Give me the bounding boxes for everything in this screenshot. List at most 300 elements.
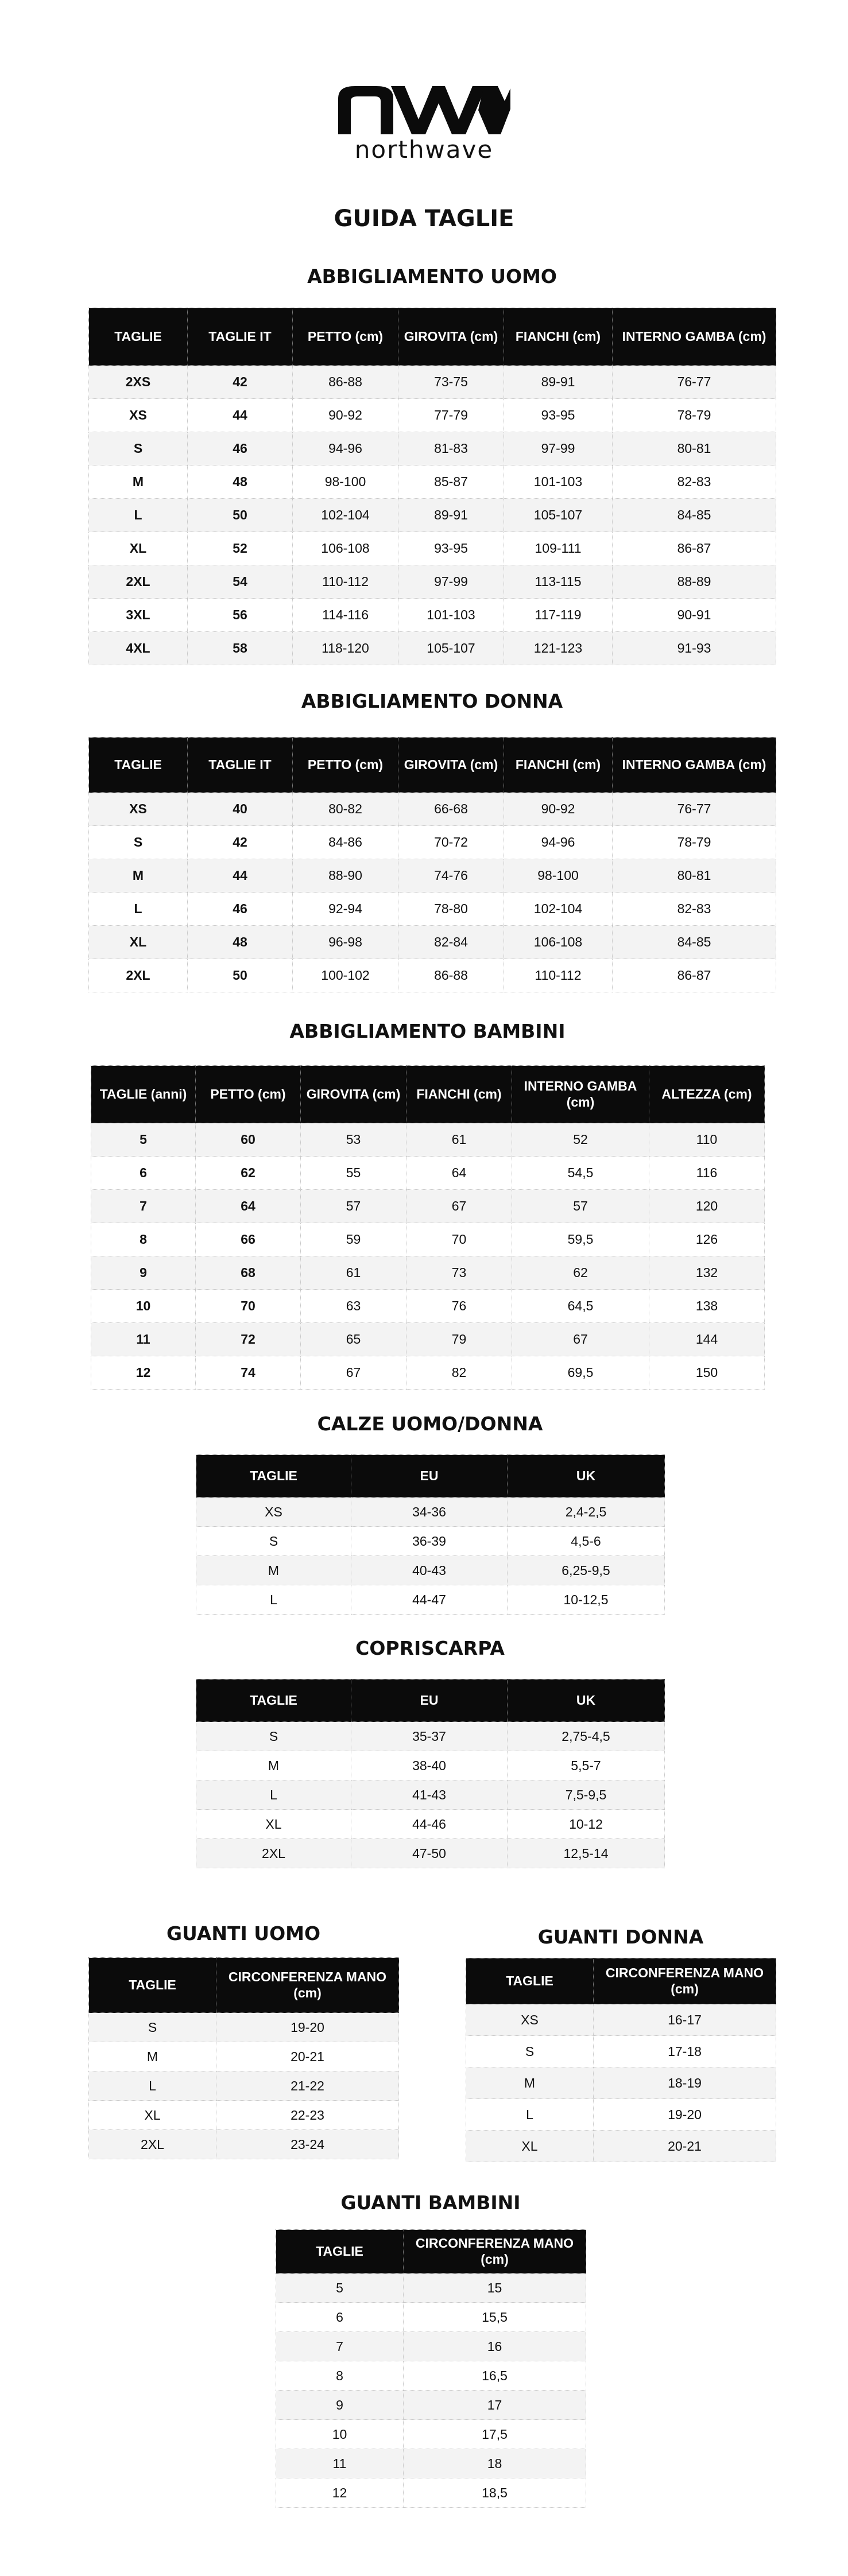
table-row: [89, 893, 776, 926]
column-header: PETTO (cm): [196, 1066, 301, 1123]
table-cell: M: [196, 1751, 351, 1780]
shoecovers-title: COPRISCARPA: [355, 1637, 505, 1659]
table-cell: 79: [406, 1323, 512, 1356]
table-cell: 144: [649, 1323, 765, 1356]
table-cell: XS: [196, 1498, 351, 1527]
table-cell: 10-12: [508, 1810, 665, 1839]
table-cell: 105-107: [398, 632, 504, 665]
table-cell: XL: [89, 2101, 216, 2130]
table-cell: 80-82: [293, 793, 398, 826]
table-cell: 70-72: [398, 826, 504, 859]
table-cell: 70: [196, 1290, 301, 1323]
table-row: [466, 2099, 776, 2131]
column-header: PETTO (cm): [293, 308, 398, 366]
table-row: [466, 2004, 776, 2036]
table-cell: 81-83: [398, 432, 504, 465]
column-header: TAGLIE: [89, 738, 188, 793]
table-row: [196, 1780, 665, 1810]
column-header: CIRCONFERENZA MANO (cm): [594, 1958, 776, 2004]
table-cell: 117-119: [504, 599, 613, 632]
page-title: GUIDA TAGLIE: [334, 205, 514, 232]
table-cell: 54,5: [512, 1157, 649, 1190]
table-row: [89, 432, 776, 465]
table-cell: 82-83: [613, 893, 776, 926]
table-row: [466, 2067, 776, 2099]
table-cell: 52: [512, 1123, 649, 1157]
women-clothing-title: ABBIGLIAMENTO DONNA: [301, 690, 563, 712]
table-cell: 2XS: [89, 366, 188, 399]
table-cell: 109-111: [504, 532, 613, 565]
table-row: [91, 1290, 765, 1323]
table-cell: 10: [276, 2420, 404, 2449]
table-cell: 2XL: [89, 565, 188, 599]
table-cell: 40-43: [351, 1556, 508, 1585]
table-row: [466, 2131, 776, 2162]
table-cell: 73: [406, 1256, 512, 1290]
table-cell: 10-12,5: [508, 1585, 665, 1615]
table-row: [89, 959, 776, 992]
table-cell: 102-104: [504, 893, 613, 926]
table-row: [196, 1498, 665, 1527]
table-cell: 76-77: [613, 366, 776, 399]
table-cell: 93-95: [398, 532, 504, 565]
table-cell: 19-20: [216, 2013, 399, 2042]
table-cell: 90-92: [504, 793, 613, 826]
table-cell: 121-123: [504, 632, 613, 665]
table-row: [276, 2478, 586, 2508]
table-row: [91, 1356, 765, 1390]
table-cell: 62: [196, 1157, 301, 1190]
table-cell: 80-81: [613, 859, 776, 893]
table-cell: 7,5-9,5: [508, 1780, 665, 1810]
men-clothing-title: ABBIGLIAMENTO UOMO: [307, 265, 557, 288]
table-cell: XL: [89, 532, 188, 565]
table-cell: S: [196, 1527, 351, 1556]
table-cell: 90-91: [613, 599, 776, 632]
table-cell: XL: [89, 926, 188, 959]
column-header: TAGLIE: [466, 1958, 594, 2004]
column-header: INTERNO GAMBA (cm): [613, 308, 776, 366]
table-cell: 116: [649, 1157, 765, 1190]
table-cell: 68: [196, 1256, 301, 1290]
column-header: FIANCHI (cm): [504, 738, 613, 793]
column-header: EU: [351, 1679, 508, 1722]
table-cell: 41-43: [351, 1780, 508, 1810]
table-cell: L: [89, 499, 188, 532]
table-cell: 92-94: [293, 893, 398, 926]
table-cell: S: [466, 2036, 594, 2067]
table-row: [276, 2274, 586, 2303]
column-header: TAGLIE IT: [188, 308, 293, 366]
table-cell: 57: [301, 1190, 406, 1223]
table-cell: S: [89, 2013, 216, 2042]
table-cell: 5: [276, 2274, 404, 2303]
table-row: [276, 2391, 586, 2420]
table-cell: 50: [188, 959, 293, 992]
table-cell: 16,5: [404, 2361, 586, 2391]
table-cell: 110: [649, 1123, 765, 1157]
table-cell: 12: [91, 1356, 196, 1390]
table-cell: 76: [406, 1290, 512, 1323]
table-cell: 53: [301, 1123, 406, 1157]
table-cell: 36-39: [351, 1527, 508, 1556]
gloves-men-title: GUANTI UOMO: [166, 1922, 321, 1945]
table-row: [89, 2042, 399, 2071]
table-cell: 64: [196, 1190, 301, 1223]
table-row: [91, 1123, 765, 1157]
table-cell: 100-102: [293, 959, 398, 992]
nw-logo-icon: [338, 86, 510, 134]
table-cell: 48: [188, 465, 293, 499]
table-row: [196, 1839, 665, 1868]
table-cell: 2XL: [196, 1839, 351, 1868]
table-cell: 12,5-14: [508, 1839, 665, 1868]
table-header-row: [276, 2230, 586, 2274]
gloves-kids-table: [276, 2229, 586, 2508]
table-cell: 61: [301, 1256, 406, 1290]
table-cell: XS: [89, 793, 188, 826]
table-cell: M: [466, 2067, 594, 2099]
table-cell: 4,5-6: [508, 1527, 665, 1556]
table-cell: L: [196, 1780, 351, 1810]
column-header: ALTEZZA (cm): [649, 1066, 765, 1123]
table-cell: 97-99: [398, 565, 504, 599]
table-cell: 97-99: [504, 432, 613, 465]
table-cell: 98-100: [504, 859, 613, 893]
table-cell: L: [89, 2071, 216, 2101]
table-header-row: [89, 308, 776, 366]
column-header: PETTO (cm): [293, 738, 398, 793]
table-cell: 16: [404, 2332, 586, 2361]
table-cell: S: [196, 1722, 351, 1751]
table-cell: 89-91: [398, 499, 504, 532]
table-cell: 42: [188, 366, 293, 399]
table-row: [196, 1556, 665, 1585]
table-cell: 23-24: [216, 2130, 399, 2159]
table-cell: 47-50: [351, 1839, 508, 1868]
table-cell: 2,75-4,5: [508, 1722, 665, 1751]
table-cell: 18: [404, 2449, 586, 2478]
table-cell: 17,5: [404, 2420, 586, 2449]
table-cell: 11: [276, 2449, 404, 2478]
table-row: [89, 399, 776, 432]
table-cell: 82: [406, 1356, 512, 1390]
table-row: [89, 793, 776, 826]
table-cell: 17: [404, 2391, 586, 2420]
women-clothing-table: [88, 737, 776, 992]
table-cell: 50: [188, 499, 293, 532]
table-row: [89, 2071, 399, 2101]
column-header: TAGLIE IT: [188, 738, 293, 793]
table-cell: 21-22: [216, 2071, 399, 2101]
table-cell: 10: [91, 1290, 196, 1323]
column-header: TAGLIE: [276, 2230, 404, 2274]
table-cell: 63: [301, 1290, 406, 1323]
table-row: [89, 632, 776, 665]
table-cell: 77-79: [398, 399, 504, 432]
table-row: [276, 2332, 586, 2361]
table-cell: XS: [466, 2004, 594, 2036]
table-cell: 15,5: [404, 2303, 586, 2332]
table-row: [196, 1585, 665, 1615]
table-cell: 85-87: [398, 465, 504, 499]
table-cell: S: [89, 826, 188, 859]
table-cell: 90-92: [293, 399, 398, 432]
column-header: GIROVITA (cm): [301, 1066, 406, 1123]
table-cell: 57: [512, 1190, 649, 1223]
column-header: UK: [508, 1679, 665, 1722]
table-cell: M: [89, 859, 188, 893]
table-cell: 11: [91, 1323, 196, 1356]
table-cell: XL: [196, 1810, 351, 1839]
column-header: TAGLIE: [89, 308, 188, 366]
table-cell: S: [89, 432, 188, 465]
table-row: [89, 926, 776, 959]
table-cell: 101-103: [398, 599, 504, 632]
table-cell: 126: [649, 1223, 765, 1256]
table-cell: 58: [188, 632, 293, 665]
table-cell: 34-36: [351, 1498, 508, 1527]
table-cell: 67: [512, 1323, 649, 1356]
table-cell: 44-46: [351, 1810, 508, 1839]
table-cell: 76-77: [613, 793, 776, 826]
kids-clothing-title: ABBIGLIAMENTO BAMBINI: [289, 1020, 566, 1042]
table-cell: 91-93: [613, 632, 776, 665]
table-header-row: [466, 1958, 776, 2004]
table-header-row: [89, 738, 776, 793]
gloves-men-table: [88, 1957, 399, 2159]
table-cell: 84-85: [613, 926, 776, 959]
table-cell: 114-116: [293, 599, 398, 632]
table-cell: 15: [404, 2274, 586, 2303]
table-cell: 105-107: [504, 499, 613, 532]
table-cell: 120: [649, 1190, 765, 1223]
column-header: TAGLIE: [196, 1455, 351, 1498]
table-cell: 86-87: [613, 959, 776, 992]
table-cell: L: [89, 893, 188, 926]
table-cell: 44: [188, 399, 293, 432]
table-cell: 22-23: [216, 2101, 399, 2130]
table-cell: 2XL: [89, 959, 188, 992]
table-cell: 102-104: [293, 499, 398, 532]
table-cell: 4XL: [89, 632, 188, 665]
socks-title: CALZE UOMO/DONNA: [317, 1413, 543, 1435]
table-cell: 46: [188, 432, 293, 465]
column-header: INTERNO GAMBA (cm): [512, 1066, 649, 1123]
table-cell: 18,5: [404, 2478, 586, 2508]
table-cell: 89-91: [504, 366, 613, 399]
table-cell: 96-98: [293, 926, 398, 959]
table-cell: 67: [301, 1356, 406, 1390]
table-cell: 48: [188, 926, 293, 959]
table-cell: 9: [91, 1256, 196, 1290]
table-cell: 69,5: [512, 1356, 649, 1390]
column-header: TAGLIE: [89, 1958, 216, 2013]
socks-table: [196, 1454, 665, 1615]
table-cell: 59,5: [512, 1223, 649, 1256]
table-cell: 54: [188, 565, 293, 599]
table-cell: 42: [188, 826, 293, 859]
table-row: [91, 1190, 765, 1223]
table-cell: 16-17: [594, 2004, 776, 2036]
table-cell: 101-103: [504, 465, 613, 499]
table-cell: 55: [301, 1157, 406, 1190]
table-cell: 66: [196, 1223, 301, 1256]
table-row: [196, 1722, 665, 1751]
table-cell: 59: [301, 1223, 406, 1256]
table-row: [89, 465, 776, 499]
table-cell: XS: [89, 399, 188, 432]
table-cell: 138: [649, 1290, 765, 1323]
table-cell: 66-68: [398, 793, 504, 826]
table-cell: 52: [188, 532, 293, 565]
table-cell: 9: [276, 2391, 404, 2420]
table-cell: 72: [196, 1323, 301, 1356]
table-cell: 82-84: [398, 926, 504, 959]
table-cell: 84-86: [293, 826, 398, 859]
table-cell: 94-96: [504, 826, 613, 859]
table-row: [89, 599, 776, 632]
table-cell: 84-85: [613, 499, 776, 532]
gloves-women-title: GUANTI DONNA: [537, 1926, 704, 1948]
table-cell: 74-76: [398, 859, 504, 893]
column-header: EU: [351, 1455, 508, 1498]
table-cell: 12: [276, 2478, 404, 2508]
table-cell: 62: [512, 1256, 649, 1290]
table-cell: 70: [406, 1223, 512, 1256]
table-cell: 18-19: [594, 2067, 776, 2099]
table-cell: 7: [91, 1190, 196, 1223]
table-header-row: [89, 1958, 399, 2013]
table-row: [89, 2101, 399, 2130]
table-cell: 86-88: [293, 366, 398, 399]
table-cell: 82-83: [613, 465, 776, 499]
table-row: [89, 2013, 399, 2042]
table-cell: 2XL: [89, 2130, 216, 2159]
table-cell: 78-79: [613, 399, 776, 432]
table-cell: 35-37: [351, 1722, 508, 1751]
brand-wordmark: northwave: [354, 135, 494, 164]
table-row: [89, 826, 776, 859]
table-cell: L: [466, 2099, 594, 2131]
table-cell: 19-20: [594, 2099, 776, 2131]
table-cell: M: [89, 2042, 216, 2071]
table-cell: L: [196, 1585, 351, 1615]
column-header: CIRCONFERENZA MANO (cm): [216, 1958, 399, 2013]
table-cell: 20-21: [594, 2131, 776, 2162]
table-cell: 40: [188, 793, 293, 826]
table-cell: 6: [276, 2303, 404, 2332]
table-cell: 67: [406, 1190, 512, 1223]
column-header: TAGLIE (anni): [91, 1066, 196, 1123]
table-cell: 78-80: [398, 893, 504, 926]
table-cell: 17-18: [594, 2036, 776, 2067]
table-cell: 5,5-7: [508, 1751, 665, 1780]
table-row: [276, 2449, 586, 2478]
column-header: UK: [508, 1455, 665, 1498]
table-cell: 2,4-2,5: [508, 1498, 665, 1527]
table-header-row: [91, 1066, 765, 1123]
table-cell: 98-100: [293, 465, 398, 499]
table-cell: 94-96: [293, 432, 398, 465]
column-header: GIROVITA (cm): [398, 738, 504, 793]
table-cell: 6: [91, 1157, 196, 1190]
table-cell: 8: [276, 2361, 404, 2391]
column-header: INTERNO GAMBA (cm): [613, 738, 776, 793]
table-row: [276, 2303, 586, 2332]
table-cell: 74: [196, 1356, 301, 1390]
table-cell: 88-89: [613, 565, 776, 599]
table-header-row: [196, 1455, 665, 1498]
gloves-kids-title: GUANTI BAMBINI: [340, 2191, 521, 2214]
table-cell: 150: [649, 1356, 765, 1390]
table-row: [196, 1810, 665, 1839]
table-row: [89, 366, 776, 399]
shoecovers-table: [196, 1679, 665, 1868]
table-cell: 80-81: [613, 432, 776, 465]
table-row: [89, 859, 776, 893]
table-cell: 113-115: [504, 565, 613, 599]
table-cell: 106-108: [504, 926, 613, 959]
table-cell: 86-88: [398, 959, 504, 992]
table-cell: 132: [649, 1256, 765, 1290]
table-cell: 20-21: [216, 2042, 399, 2071]
table-row: [196, 1527, 665, 1556]
table-cell: 3XL: [89, 599, 188, 632]
kids-clothing-table: [91, 1065, 765, 1390]
column-header: TAGLIE: [196, 1679, 351, 1722]
table-cell: 44: [188, 859, 293, 893]
table-cell: 110-112: [293, 565, 398, 599]
column-header: GIROVITA (cm): [398, 308, 504, 366]
table-cell: 88-90: [293, 859, 398, 893]
column-header: FIANCHI (cm): [406, 1066, 512, 1123]
table-cell: M: [196, 1556, 351, 1585]
table-row: [91, 1157, 765, 1190]
table-row: [91, 1256, 765, 1290]
table-cell: 106-108: [293, 532, 398, 565]
gloves-women-table: [466, 1958, 776, 2162]
table-cell: M: [89, 465, 188, 499]
men-clothing-table: [88, 308, 776, 665]
table-cell: 46: [188, 893, 293, 926]
table-cell: 6,25-9,5: [508, 1556, 665, 1585]
table-cell: 8: [91, 1223, 196, 1256]
table-cell: 44-47: [351, 1585, 508, 1615]
table-row: [196, 1751, 665, 1780]
table-row: [91, 1223, 765, 1256]
table-cell: 64: [406, 1157, 512, 1190]
table-row: [91, 1323, 765, 1356]
table-cell: 38-40: [351, 1751, 508, 1780]
table-cell: 56: [188, 599, 293, 632]
table-cell: 64,5: [512, 1290, 649, 1323]
table-cell: XL: [466, 2131, 594, 2162]
table-cell: 5: [91, 1123, 196, 1157]
column-header: CIRCONFERENZA MANO (cm): [404, 2230, 586, 2274]
table-row: [276, 2420, 586, 2449]
table-cell: 110-112: [504, 959, 613, 992]
table-cell: 93-95: [504, 399, 613, 432]
table-cell: 65: [301, 1323, 406, 1356]
table-cell: 60: [196, 1123, 301, 1157]
table-cell: 86-87: [613, 532, 776, 565]
table-cell: 61: [406, 1123, 512, 1157]
table-row: [276, 2361, 586, 2391]
table-cell: 7: [276, 2332, 404, 2361]
column-header: FIANCHI (cm): [504, 308, 613, 366]
table-row: [89, 532, 776, 565]
